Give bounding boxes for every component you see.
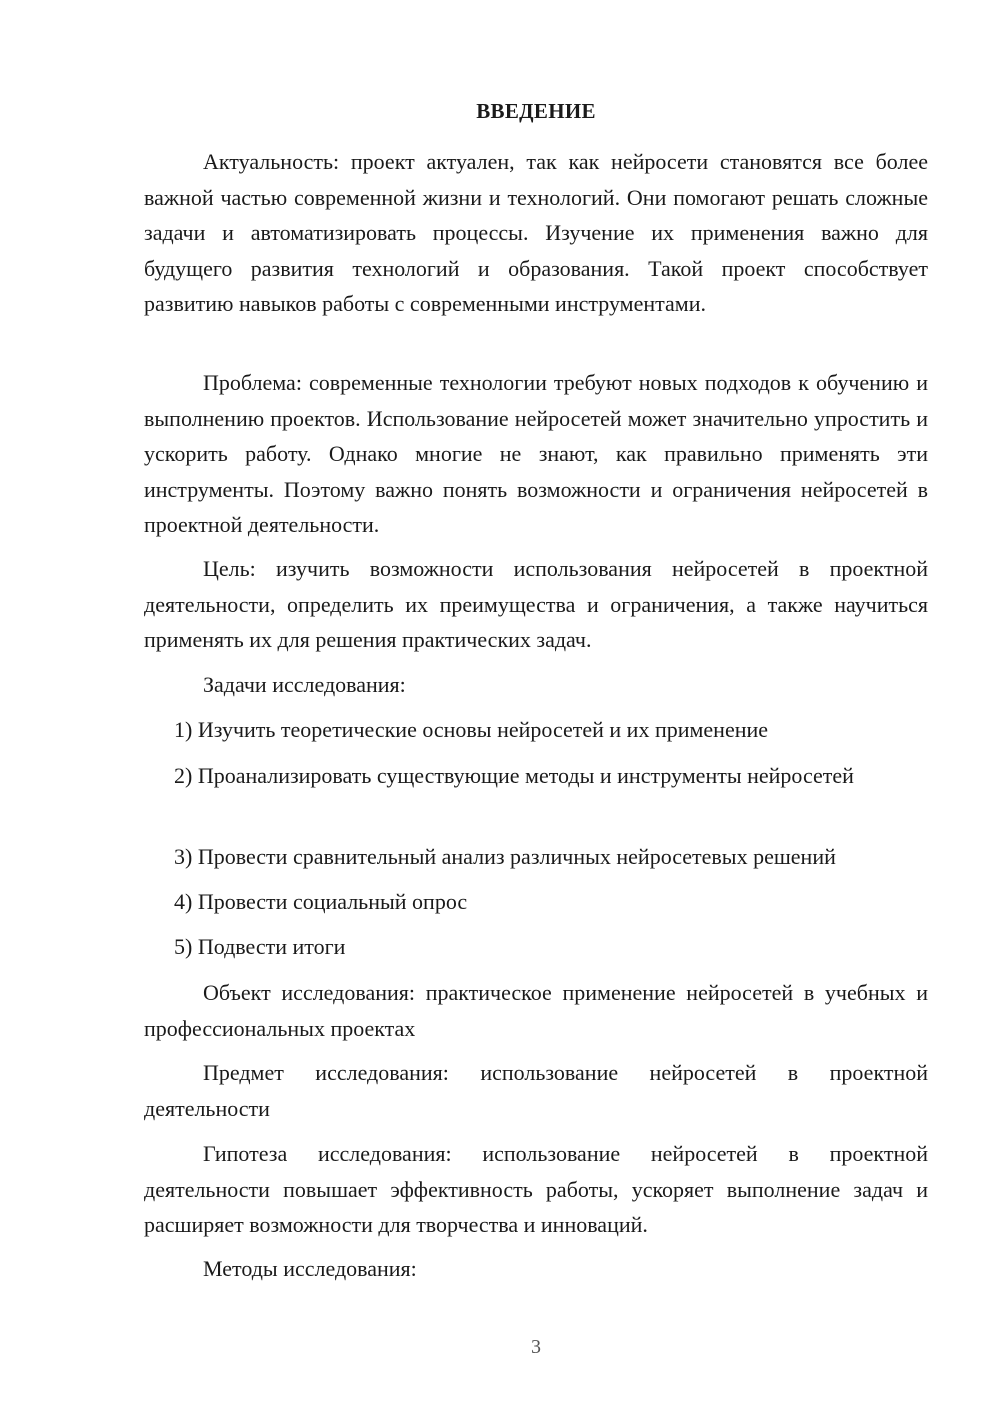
paragraph-goal: Цель: изучить возможности использования нейросетей в проектной деятельности, определить их преимущества и ограничения, а также научиться применять их для решения практических задач. [144, 556, 928, 652]
paragraph-object: Объект исследования: практическое применение нейросетей в учебных и профессиональных проектах [144, 980, 928, 1041]
paragraph-problem: Проблема: современные технологии требуют новых подходов к обучению и выполнению проектов. Использование нейросетей может значительно упростить и ускорить работу. Однако многие не знают, как правильно применять эти инструменты. Поэтому важно понять возможности и ограничения нейросетей в проектной деятельности. [144, 370, 928, 537]
paragraph-hypothesis: Гипотеза исследования: использование нейросетей в проектной деятельности повышает эффективность работы, ускоряет выполнение задач и расширяет возможности для творчества и инноваций. [144, 1141, 928, 1237]
paragraph-subject: Предмет исследования: использование нейросетей в проектной деятельности [144, 1060, 928, 1121]
paragraph-methods: Методы исследования: [203, 1256, 417, 1281]
paragraph-relevance: Актуальность: проект актуален, так как нейросети становятся все более важной частью современной жизни и технологий. Они помогают решать сложные задачи и автоматизировать процессы. Изучение их применения важно для будущего развития технологий и образования. Такой проект способствует развитию навыков работы с современными инструментами. [144, 149, 928, 316]
list-item-task-2: 2) Проанализировать существующие методы и инструменты нейросетей [174, 763, 854, 788]
list-item-task-5: 5) Подвести итоги [174, 934, 346, 959]
paragraph-tasks-heading: Задачи исследования: [203, 672, 406, 697]
list-item-task-1: 1) Изучить теоретические основы нейросетей и их применение [174, 717, 769, 742]
section-title: ВВЕДЕНИЕ [476, 99, 596, 123]
list-item-task-3: 3) Провести сравнительный анализ различных нейросетевых решений [174, 844, 836, 869]
page-number: 3 [531, 1336, 541, 1358]
list-item-task-4: 4) Провести социальный опрос [174, 889, 468, 914]
